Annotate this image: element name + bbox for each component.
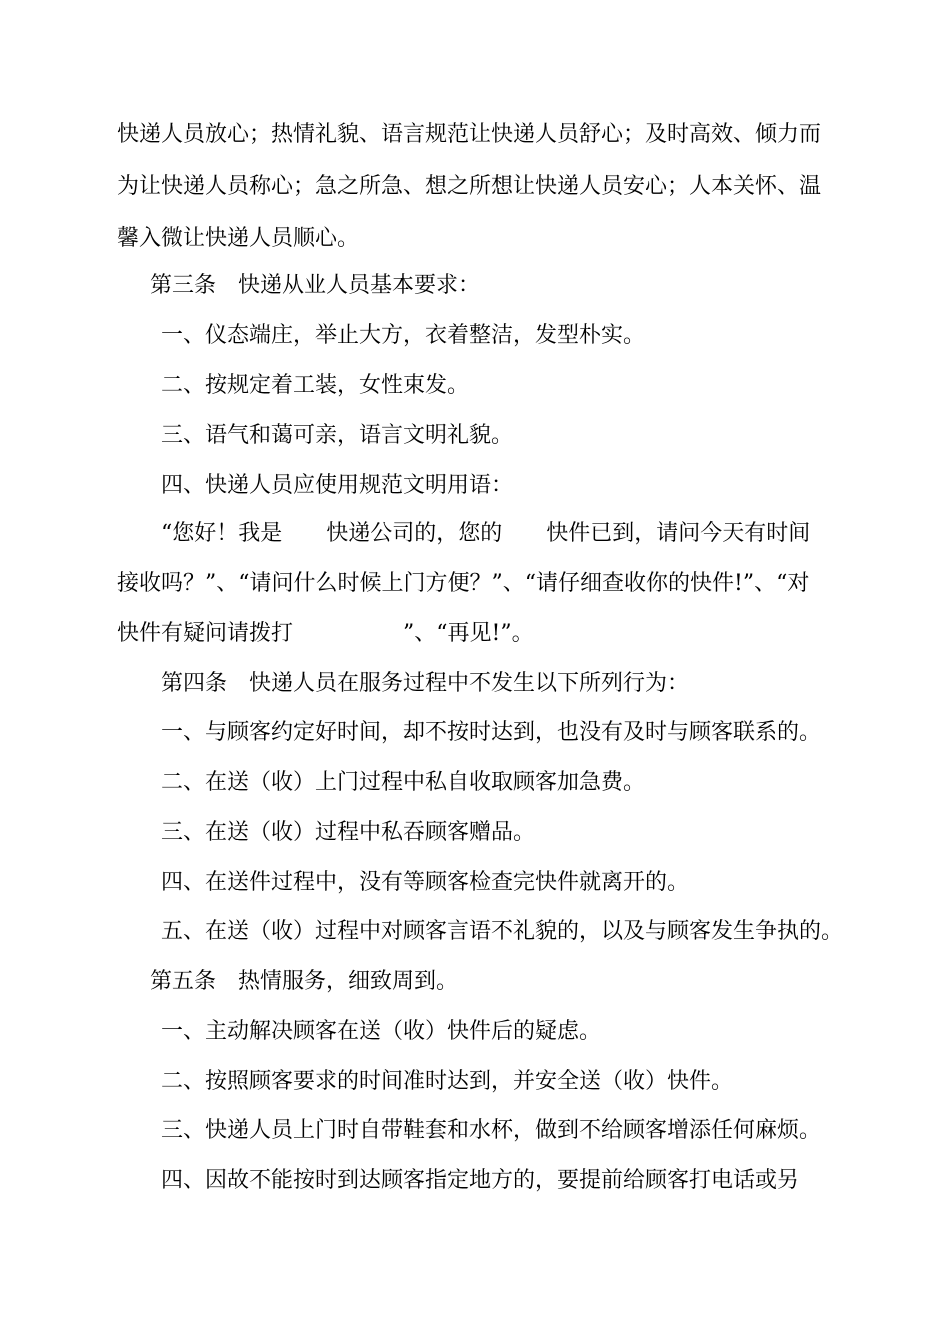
text-line-16: 四、在送件过程中，没有等顾客检查完快件就离开的。: [161, 870, 690, 895]
text-line-19: 一、主动解决顾客在送（收）快件后的疑虑。: [161, 1019, 602, 1044]
text-line-2: 为让快递人员称心；急之所急、想之所想让快递人员安心；人本关怀、温: [117, 174, 822, 199]
text-line-1: 快递人员放心；热情礼貌、语言规范让快递人员舒心；及时高效、倾力而: [117, 122, 822, 147]
text-line-5: 一、仪态端庄，举止大方，衣着整洁，发型朴实。: [161, 323, 646, 348]
text-line-17: 五、在送（收）过程中对顾客言语不礼貌的，以及与顾客发生争执的。: [161, 919, 844, 944]
article-5-heading: 第五条 热情服务，细致周到。: [150, 969, 459, 994]
text-line-15: 三、在送（收）过程中私吞顾客赠品。: [161, 820, 536, 845]
text-line-3: 馨入微让快递人员顺心。: [117, 226, 360, 251]
text-line-13: 一、与顾客约定好时间，却不按时达到，也没有及时与顾客联系的。: [161, 720, 822, 745]
text-line-11: 快件有疑问请拨打 ”、“再见!”。: [117, 621, 534, 646]
article-4-heading: 第四条 快递人员在服务过程中不发生以下所列行为：: [161, 671, 690, 696]
text-line-21: 三、快递人员上门时自带鞋套和水杯，做到不给顾客增添任何麻烦。: [161, 1118, 822, 1143]
text-line-7: 三、语气和蔼可亲，语言文明礼貌。: [161, 423, 514, 448]
text-line-14: 二、在送（收）上门过程中私自收取顾客加急费。: [161, 770, 646, 795]
text-line-6: 二、按规定着工装，女性束发。: [161, 373, 470, 398]
text-line-8: 四、快递人员应使用规范文明用语：: [161, 473, 514, 498]
text-line-20: 二、按照顾客要求的时间准时达到，并安全送（收）快件。: [161, 1069, 734, 1094]
article-3-heading: 第三条 快递从业人员基本要求：: [150, 273, 481, 298]
text-line-22: 四、因故不能按时到达顾客指定地方的，要提前给顾客打电话或另: [161, 1168, 800, 1193]
text-line-9: “您好！我是 快递公司的，您的 快件已到，请问今天有时间: [161, 521, 811, 546]
text-line-10: 接收吗？”、“请问什么时候上门方便？”、“请仔细查收你的快件!”、“对: [117, 571, 810, 596]
